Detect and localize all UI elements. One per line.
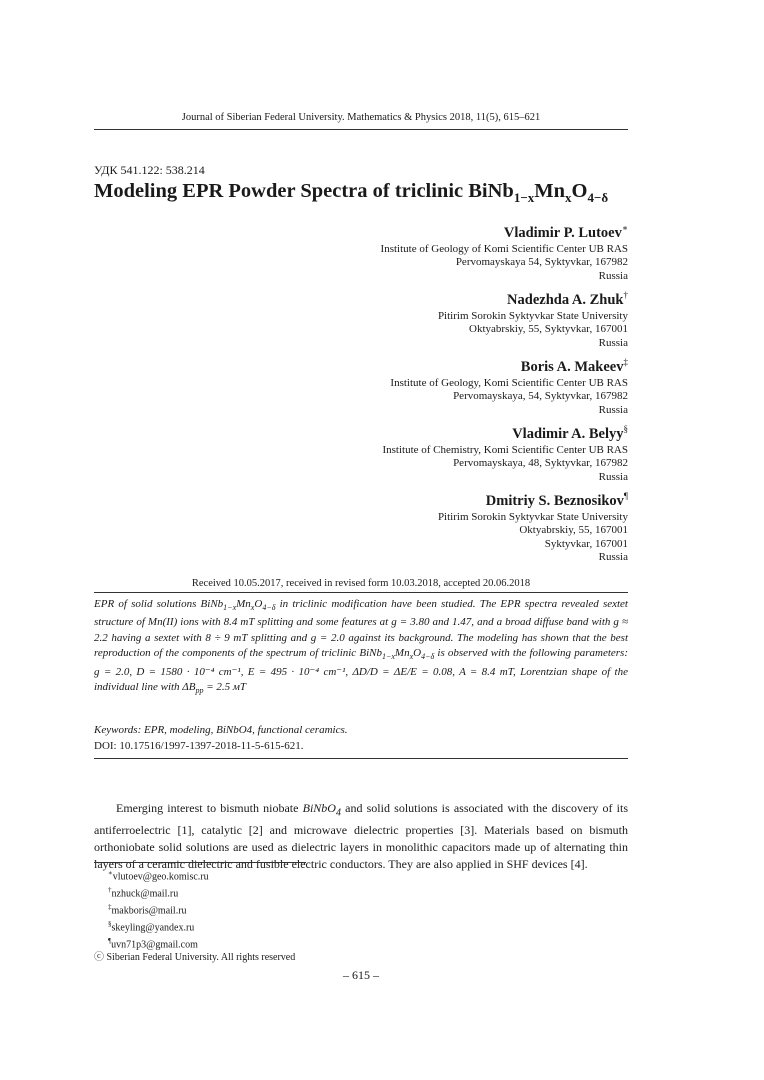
body-formula: BiNbO bbox=[302, 801, 336, 815]
author-name bbox=[228, 352, 628, 377]
footnote-mark: † bbox=[108, 885, 112, 894]
author-name bbox=[228, 486, 628, 511]
affiliation-line: Russia bbox=[598, 470, 628, 483]
affiliation-line: Pervomayskaya 54, Syktyvkar, 167982 bbox=[455, 256, 628, 269]
footnote bbox=[108, 867, 295, 884]
author-block bbox=[228, 486, 628, 564]
affiliation-line: Pitirim Sorokin Syktyvkar State University bbox=[437, 309, 628, 322]
author-list bbox=[228, 218, 628, 567]
abstract-sub: 4−δ bbox=[262, 603, 276, 613]
abstract-sub: 1−x bbox=[381, 652, 395, 662]
affiliation-line: Pervomayskaya, 54, Syktyvkar, 167982 bbox=[453, 390, 628, 403]
abstract-sub: pp bbox=[195, 686, 204, 696]
abstract-sub: x bbox=[250, 603, 255, 613]
header-rule bbox=[94, 129, 628, 130]
footnote-mark: ∗ bbox=[108, 869, 113, 877]
footnote-email[interactable]: vlutoev@geo.komisc.ru bbox=[112, 871, 209, 883]
footnote-email[interactable]: skeyling@yandex.ru bbox=[111, 922, 195, 934]
abstract-text: EPR of solid solutions BiNb bbox=[94, 598, 224, 610]
affiliation-line: Russia bbox=[598, 403, 628, 416]
abstract-text: Mn bbox=[236, 598, 251, 610]
author-name-text: Vladimir P. Lutoev bbox=[503, 224, 622, 241]
title-prefix: Modeling EPR Powder Spectra of triclinic BiNb bbox=[94, 180, 514, 202]
footnote-mark: ¶ bbox=[108, 936, 112, 945]
author-name bbox=[228, 218, 628, 243]
footnote bbox=[108, 918, 295, 935]
affiliation-line: Institute of Geology of Komi Scientific Center UB RAS bbox=[380, 242, 628, 255]
footnote-mark: ‡ bbox=[108, 902, 112, 911]
affiliation-line: Institute of Chemistry, Komi Scientific Center UB RAS bbox=[382, 443, 628, 456]
affiliation-line: Institute of Geology, Komi Scientific Center UB RAS bbox=[390, 376, 628, 389]
author-mark: § bbox=[623, 424, 628, 435]
title-mid-2: O bbox=[571, 180, 588, 202]
title-sub-2: x bbox=[565, 190, 572, 206]
affiliation-line: Syktyvkar, 167001 bbox=[544, 537, 628, 550]
author-name-text: Dmitriy S. Beznosikov bbox=[485, 493, 624, 510]
abstract-sub: 1−x bbox=[223, 603, 237, 613]
keywords bbox=[94, 722, 628, 738]
title-mid: Mn bbox=[534, 180, 566, 202]
abstract bbox=[94, 592, 628, 698]
author-name-text: Vladimir A. Belyy bbox=[512, 425, 624, 442]
keywords-text: EPR, modeling, BiNbO4, functional ceramics. bbox=[144, 724, 348, 736]
author-mark: ‡ bbox=[623, 357, 628, 368]
author-block bbox=[228, 419, 628, 484]
keywords-label: Keywords: bbox=[94, 724, 142, 736]
abstract-text: in triclinic modification have been studied. The EPR spectra revealed sextet structure of Mn(II) ions with 8.4 mT splitting and some features at g = 3.80 and 1.47, and a broad diffuse band with g ≈ 2.2 having a sextet with 8 ÷ 9 mT splitting and g = 2.0 against its background. The modeling has shown that the best reproduction of the components of the spectrum of triclinic BiNb bbox=[94, 598, 628, 660]
footnote-email[interactable]: uvn71p3@gmail.com bbox=[111, 939, 198, 951]
abstract-text: O bbox=[254, 598, 263, 610]
body-formula-sub: 4 bbox=[335, 807, 341, 819]
author-mark: † bbox=[623, 290, 628, 301]
author-name bbox=[228, 419, 628, 444]
affiliation-line: Oktyabrskiy, 55, Syktyvkar, 167001 bbox=[469, 323, 628, 336]
paper-title bbox=[94, 180, 608, 206]
affiliation-line: Russia bbox=[598, 551, 628, 564]
copyright-notice: ⓒ Siberian Federal University. All rights reserved bbox=[94, 951, 296, 963]
footnote bbox=[108, 884, 295, 901]
author-block bbox=[228, 218, 628, 283]
abstract-text: O bbox=[413, 647, 422, 660]
footnotes bbox=[94, 867, 296, 964]
abstract-sub: x bbox=[409, 652, 414, 662]
abstract-text: is observed with the following parameters: g = 2.0, D = 1580 · 10⁻⁴ cm⁻¹, E = 495 · 10⁻⁴ cm⁻¹, ΔD/D = ΔE/E = 0.08, A = 8.4 mT, Lorentzian shape of the individual line with ΔB bbox=[94, 647, 628, 693]
body-text: and solid solutions is associated with the discovery of its antiferroelectric [1], catalytic [2] and microwave dielectric properties [3]. Materials based on bismuth orthoniobate solid solutions are used as dielectric layers in monolithic capacitors made up of alternating thin layers of a ceramic dielectric and fusible electric conductors. They are also applied in SHF devices [4]. bbox=[94, 801, 629, 871]
affiliation-line: Russia bbox=[598, 269, 628, 282]
doi-link[interactable]: DOI: 10.17516/1997-1397-2018-11-5-615-621. bbox=[94, 740, 304, 752]
body-text: Emerging interest to bismuth niobate bbox=[116, 801, 303, 815]
footnote-mark: § bbox=[108, 919, 112, 928]
affiliation-line: Oktyabrskiy, 55, 167001 bbox=[519, 524, 628, 537]
abstract-text: = 2.5 мT bbox=[203, 680, 247, 693]
affiliation-line: Pervomayskaya, 48, Syktyvkar, 167982 bbox=[453, 457, 628, 470]
footnote-email[interactable]: nzhuck@mail.ru bbox=[111, 888, 179, 900]
footnote-rule bbox=[94, 862, 306, 863]
title-sub-1: 1−x bbox=[513, 190, 535, 206]
author-block bbox=[228, 285, 628, 350]
abstract-text: Mn bbox=[394, 647, 410, 660]
author-name bbox=[228, 285, 628, 310]
received-dates: Received 10.05.2017, received in revised form 10.03.2018, accepted 20.06.2018 bbox=[191, 578, 531, 589]
udc-code: УДК 541.122: 538.214 bbox=[94, 163, 205, 177]
footnote-email[interactable]: makboris@mail.ru bbox=[111, 905, 187, 917]
footnote bbox=[108, 901, 295, 918]
affiliation-line: Russia bbox=[598, 336, 628, 349]
affiliation-line: Pitirim Sorokin Syktyvkar State University bbox=[437, 511, 628, 524]
footnote bbox=[108, 935, 295, 952]
author-mark: ¶ bbox=[623, 491, 628, 502]
author-name-text: Nadezhda A. Zhuk bbox=[507, 291, 624, 308]
abstract-rule bbox=[94, 758, 628, 759]
title-sub-3: 4−δ bbox=[587, 190, 609, 206]
abstract-sub: 4−δ bbox=[421, 652, 435, 662]
page-number: – 615 – bbox=[343, 968, 379, 982]
author-name-text: Boris A. Makeev bbox=[520, 358, 624, 375]
author-block bbox=[228, 352, 628, 417]
running-head: Journal of Siberian Federal University. Mathematics & Physics 2018, 11(5), 615–621 bbox=[181, 112, 541, 123]
author-mark: ∗ bbox=[621, 223, 628, 233]
